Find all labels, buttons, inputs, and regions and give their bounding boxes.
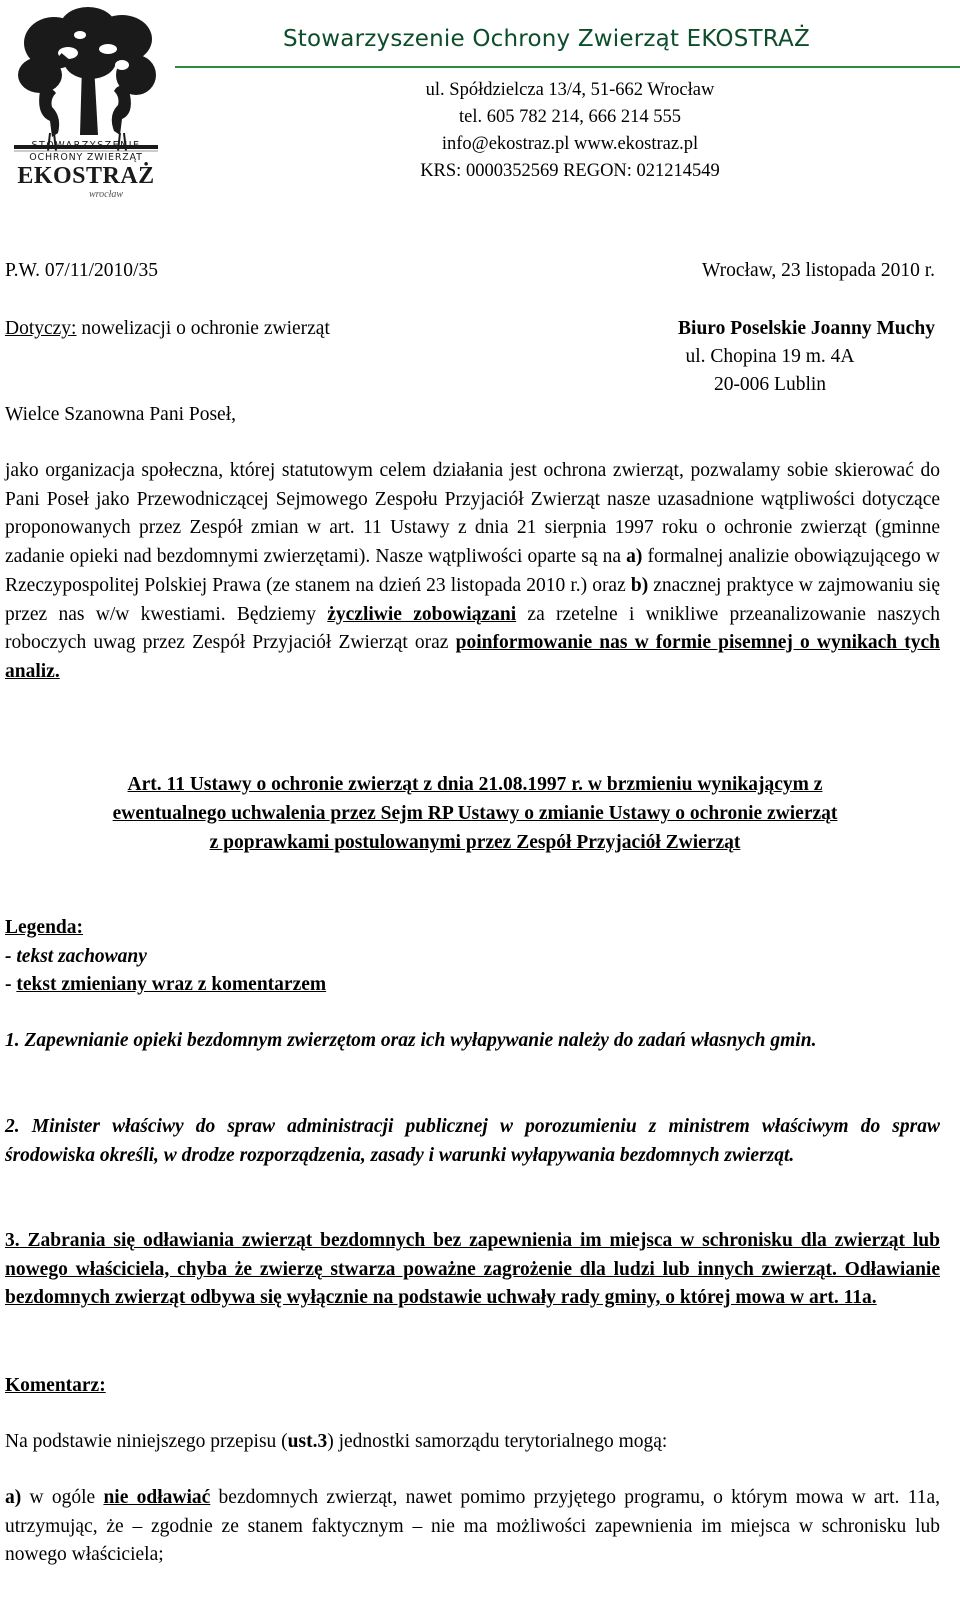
subject-line <box>5 315 330 343</box>
intro-text-1: jako organizacja społeczna, której statutowym celem działania jest ochrona zwierząt, pozwalamy sobie skierować do Pani Poseł jako Przewodniczącej Sejmowego Zespołu Przyjaciół Zwierząt nasze uzasadnione wątpliwości dotyczące proponowanych przez Zespół zmian w art. 11 Ustawy z dnia 21 sierpnia 1997 roku o ochronie zwierząt (gminne zadanie opieki nad bezdomnymi zwierzętami). Nasze wątpliwości oparte są na <box>5 460 940 568</box>
logo-text-line-1: STOWARZYSZENIE <box>31 140 141 151</box>
comment-point-a-emphasis: nie odławiać <box>103 1487 211 1508</box>
comment-point-a-label: a) <box>5 1487 22 1508</box>
comment-intro <box>5 1428 667 1456</box>
legend-title: Legenda: <box>5 917 83 938</box>
legend-item-kept: - tekst zachowany <box>5 946 147 967</box>
intro-text-4: za rzetelne i wnikliwe przeanalizowanie naszych roboczych uwag przez Zespół Przyjaciół Zwierząt oraz <box>5 603 941 654</box>
salutation: Wielce Szanowna Pani Poseł, <box>5 404 236 425</box>
point-1-number: 1. <box>5 1030 20 1051</box>
comment-intro-text-2: ) jednostki samorządu terytorialnego mogą: <box>327 1431 668 1452</box>
section-title-line-2: ewentualnego uchwalenia przez Sejm RP Ustawy o zmianie Ustawy o ochronie zwierząt <box>112 803 838 824</box>
point-3-text: Zabrania się odławiania zwierząt bezdomnych bez zapewnienia im miejsca w schronisku dla zwierząt lub nowego właściciela, chyba że zwierzę stwarza poważne zagrożenie dla ludzi lub innych zwierząt. Odławianie bezdomnych zwierząt odbywa się wyłącznie na podstawie uchwały rady gminy, o której mowa w art. 11a. <box>5 1230 940 1309</box>
legend-item-changed-label: tekst zmieniany wraz z komentarzem <box>16 974 327 995</box>
header-divider <box>175 66 960 68</box>
intro-emphasis-2: poinformowanie nas w formie pisemnej o wynikach tych analiz. <box>5 632 940 682</box>
legend-item-changed <box>5 971 326 999</box>
place-date: Wrocław, 23 listopada 2010 r. <box>702 260 935 281</box>
article-point-2 <box>5 1113 940 1170</box>
comment-point-a-text-2: bezdomnych zwierząt, nawet pomimo przyjętego programu, o którym mowa w art. 11a, utrzymując, że – zgodnie ze stanem faktycznym – nie ma możliwości zapewnienia im miejsca w schronisku lub nowego właściciela; <box>5 1487 940 1566</box>
intro-text-2: formalnej analizie obowiązującego w Rzeczypospolitej Polskiej Prawa (ze stanem na dzień 23 listopada 2010 r.) oraz <box>5 546 940 596</box>
ekostraz-logo <box>10 5 162 205</box>
point-1-text: Zapewnianie opieki bezdomnym zwierzętom oraz ich wyłapywanie należy do zadań własnych gmin. <box>19 1030 817 1051</box>
logo-text-line-4: wrocław <box>88 189 124 200</box>
subject-text: nowelizacji o ochronie zwierząt <box>76 318 330 339</box>
letter-reference: P.W. 07/11/2010/35 <box>5 260 158 281</box>
phone-line: tel. 605 782 214, 666 214 555 <box>459 107 681 127</box>
logo-text-line-2: OCHRONY ZWIERZĄT <box>29 152 143 163</box>
section-title-line-1: Art. 11 Ustawy o ochronie zwierząt z dnia 21.08.1997 r. w brzmieniu wynikającym z <box>127 774 823 795</box>
article-point-1 <box>5 1027 940 1056</box>
comment-point-a <box>5 1484 940 1570</box>
comment-point-a-text-1: w ogóle <box>21 1487 104 1508</box>
recipient-name: Biuro Poselskie Joanny Muchy <box>678 318 935 339</box>
intro-text-3: znacznej praktyce w zajmowaniu się przez nas w/w kwestiami. Będziemy <box>5 574 940 625</box>
org-name: Stowarzyszenie Ochrony Zwierząt EKOSTRAŻ <box>283 26 810 52</box>
comment-title: Komentarz: <box>5 1375 106 1396</box>
logo-text-line-3: EKOSTRAŻ <box>17 163 155 189</box>
intro-paragraph <box>5 457 940 687</box>
email-web-line: info@ekostraz.pl www.ekostraz.pl <box>441 134 699 154</box>
section-title-line-3: z poprawkami postulowanymi przez Zespół Przyjaciół Zwierząt <box>209 832 741 853</box>
registry-line: KRS: 0000352569 REGON: 021214549 <box>420 161 720 181</box>
recipient-street: ul. Chopina 19 m. 4A <box>685 346 855 367</box>
article-point-3 <box>5 1227 940 1313</box>
legend-item-changed-prefix: - <box>5 974 17 995</box>
point-3-number: 3. <box>5 1230 20 1251</box>
subject-label: Dotyczy: <box>5 318 77 339</box>
address-line: ul. Spółdzielcza 13/4, 51-662 Wrocław <box>425 80 715 100</box>
point-2-text: Minister właściwy do spraw administracji publicznej w porozumieniu z ministrem właściwym do spraw środowiska określi, w drodze rozporządzenia, zasady i warunki wyłapywania bezdomnych zwierząt. <box>5 1116 940 1166</box>
point-2-number: 2. <box>5 1116 20 1137</box>
comment-intro-text-1: Na podstawie niniejszego przepisu ( <box>5 1431 288 1452</box>
intro-emphasis-1: życzliwie zobowiązani <box>327 603 517 625</box>
intro-point-b: b) <box>630 574 649 596</box>
comment-intro-ref: ust.3 <box>287 1431 328 1452</box>
intro-point-a: a) <box>626 546 643 568</box>
recipient-city: 20-006 Lublin <box>713 374 827 395</box>
